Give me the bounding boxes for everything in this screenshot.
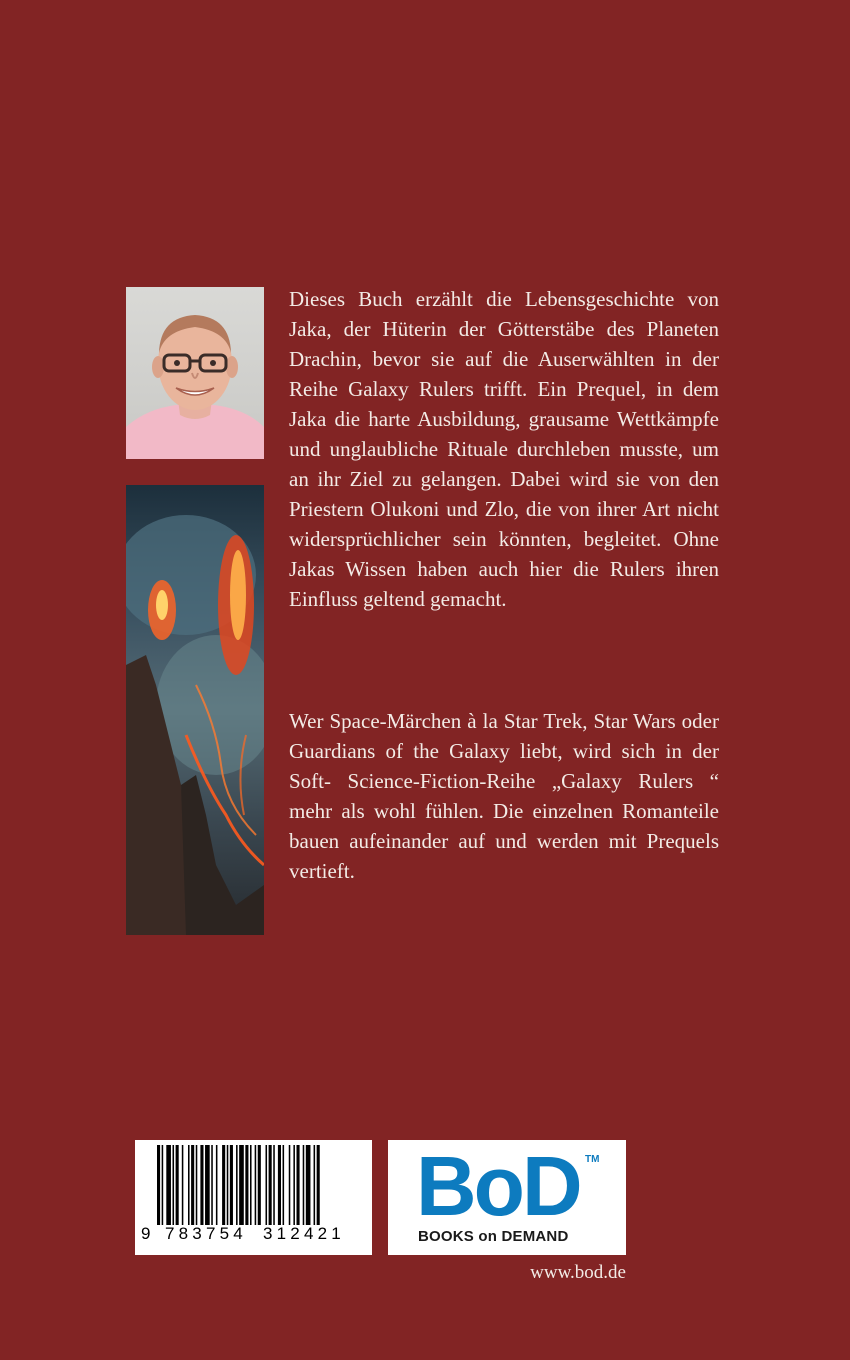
blurb-paragraph-1: Dieses Buch erzählt die Lebensgeschichte von Jaka, der Hüterin der Götterstäbe des Planeten Drachin, bevor sie auf die Auserwählten in der Reihe Galaxy Rulers trifft. Ein Prequel, in dem Jaka die harte Ausbildung, grausame Wettkämpfe und unglaubliche Rituale durchleben musste, um an ihr Ziel zu gelangen. Dabei wird sie von den Priestern Olukoni und Zlo, die von ihrer Art nicht widersprüchlicher sein könnten, begleitet. Ohne Jakas Wissen haben auch hier die Rulers ihren Einfluss geltend gemacht. — [289, 287, 719, 611]
barcode-bars — [157, 1145, 369, 1225]
barcode-digit-group-2: 312421 — [263, 1224, 345, 1243]
barcode-lead-digit: 9 — [141, 1224, 151, 1243]
isbn-barcode — [135, 1140, 372, 1255]
cover-art-volcano-image — [126, 485, 264, 935]
author-portrait-illustration — [126, 287, 264, 459]
trademark-mark: TM — [585, 1154, 600, 1165]
blurb-paragraph-2: Wer Space-Märchen à la Star Trek, Star Wars oder Guardians of the Galaxy liebt, wird sich in der Soft- Science-Fiction-Reihe „Galaxy Rulers “ mehr als wohl fühlen. Die einzelnen Romanteile bauen aufeinander auf und werden mit Prequels vertieft. — [289, 709, 719, 883]
bod-logo: BoD — [416, 1139, 580, 1233]
volcano-illustration — [126, 485, 264, 935]
publisher-logo-box — [388, 1140, 626, 1255]
barcode-digit-group-1: 783754 — [165, 1224, 247, 1243]
publisher-url: www.bod.de — [530, 1262, 626, 1283]
publisher-tagline: BOOKS on DEMAND — [418, 1228, 569, 1245]
author-photo — [126, 287, 264, 459]
